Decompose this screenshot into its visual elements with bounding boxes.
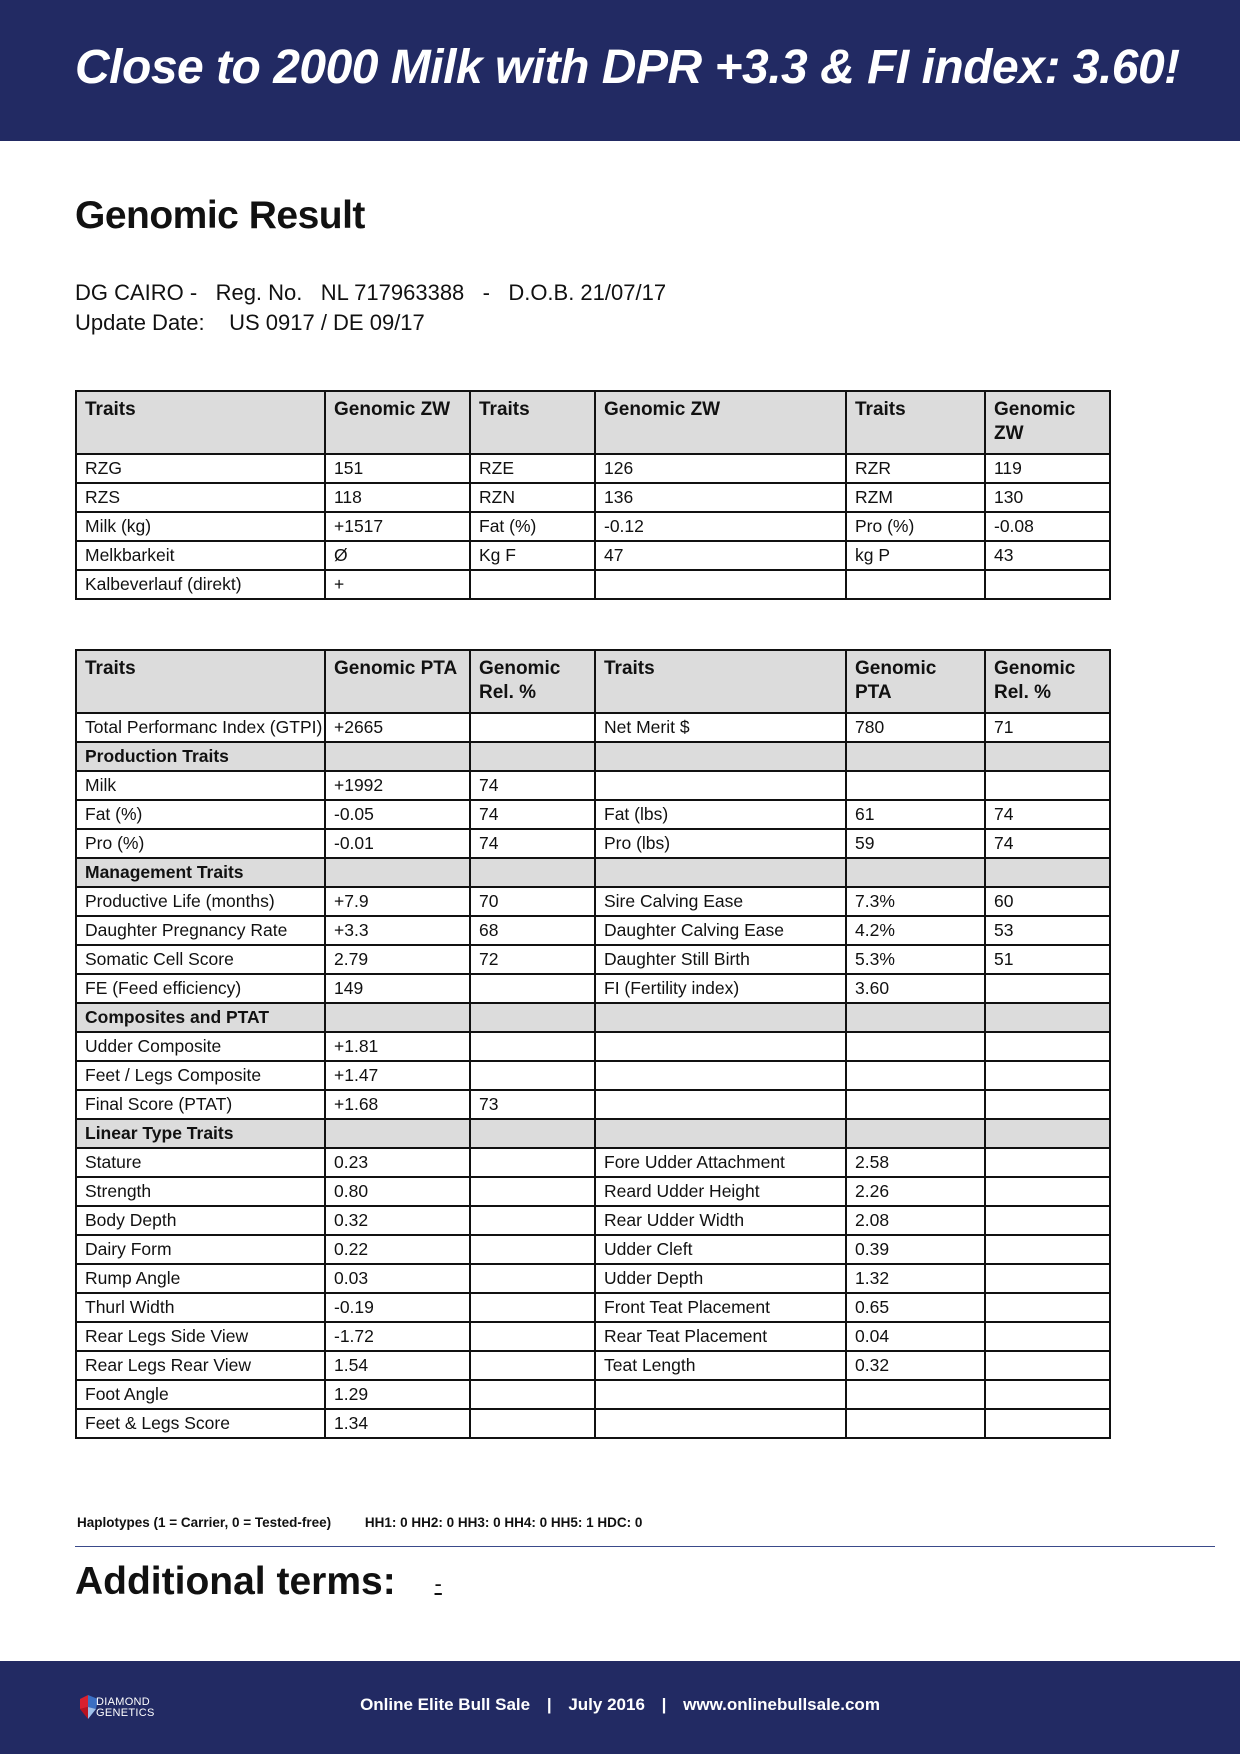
bull-id-line [75,280,666,306]
table-cell [470,1351,595,1380]
category-row [76,1003,1110,1032]
table-cell [470,1322,595,1351]
table-cell: 7.3% [846,887,985,916]
column-header: Traits [76,650,325,713]
table-cell: +3.3 [325,916,470,945]
table-cell [846,570,985,599]
table-cell: 1.34 [325,1409,470,1438]
table-cell: Fat (%) [76,800,325,829]
table-cell: 74 [985,829,1110,858]
table-cell [470,570,595,599]
table-cell [470,713,595,742]
table-cell: 130 [985,483,1110,512]
table-cell [595,1409,846,1438]
column-header: Traits [595,650,846,713]
category-row [76,742,1110,771]
table-cell [985,1264,1110,1293]
haplotypes-line [77,1515,642,1530]
table-row [76,916,1110,945]
logo-word-2: GENETICS [96,1707,155,1719]
table-row [76,1409,1110,1438]
table-cell [985,1235,1110,1264]
table-cell [846,1061,985,1090]
table-cell: Pro (%) [76,829,325,858]
table-cell: +1.47 [325,1061,470,1090]
table-cell: FE (Feed efficiency) [76,974,325,1003]
table-cell: 61 [846,800,985,829]
table-cell [595,858,846,887]
headline: Close to 2000 Milk with DPR +3.3 & FI index: 3.60! [75,41,1180,94]
table-cell [985,974,1110,1003]
table-cell [846,1409,985,1438]
update-label: Update Date: [75,310,205,335]
table-cell: Fore Udder Attachment [595,1148,846,1177]
table-cell [985,771,1110,800]
table-cell [470,1119,595,1148]
footer-website[interactable]: www.onlinebullsale.com [683,1695,880,1714]
table-cell: Stature [76,1148,325,1177]
table-cell: Melkbarkeit [76,541,325,570]
table-cell: Productive Life (months) [76,887,325,916]
table-cell: 74 [470,771,595,800]
table-row [76,1148,1110,1177]
table-cell [985,1293,1110,1322]
table-cell: Reard Udder Height [595,1177,846,1206]
table-cell: 71 [985,713,1110,742]
table-cell: RZG [76,454,325,483]
table-cell [595,1090,846,1119]
table-cell: 0.03 [325,1264,470,1293]
table-cell: 74 [985,800,1110,829]
haplotypes-codes: HH1: 0 HH2: 0 HH3: 0 HH4: 0 HH5: 1 HDC: 0 [364,1515,643,1530]
table-cell: Udder Cleft [595,1235,846,1264]
table-cell: 74 [470,800,595,829]
column-header: Genomic PTA [846,650,985,713]
column-header: Genomic Rel. % [985,650,1110,713]
table-cell: +1992 [325,771,470,800]
table-row [76,570,1110,599]
table-cell: 151 [325,454,470,483]
table-cell: 47 [595,541,846,570]
table-cell: FI (Fertility index) [595,974,846,1003]
table-cell: 0.04 [846,1322,985,1351]
table-cell [846,1380,985,1409]
table-cell: 3.60 [846,974,985,1003]
haplotypes-label: Haplotypes (1 = Carrier, 0 = Tested-free) [77,1515,332,1530]
table-row [76,800,1110,829]
table-cell: Body Depth [76,1206,325,1235]
table-header-row [76,391,1110,454]
table-cell: 72 [470,945,595,974]
table-cell: Net Merit $ [595,713,846,742]
additional-terms-label: Additional terms: [75,1560,396,1603]
table-cell [595,1119,846,1148]
table-cell: 70 [470,887,595,916]
table-row [76,1177,1110,1206]
table-cell: 5.3% [846,945,985,974]
table-cell: 68 [470,916,595,945]
bull-name: DG CAIRO - [75,280,198,305]
table-cell: Thurl Width [76,1293,325,1322]
table-cell: 2.26 [846,1177,985,1206]
table-cell [470,1003,595,1032]
section-title: Genomic Result [75,194,365,237]
category-label: Linear Type Traits [76,1119,325,1148]
table-cell [985,1177,1110,1206]
table-cell: Kalbeverlauf (direkt) [76,570,325,599]
table-cell: 0.65 [846,1293,985,1322]
table-cell: Rear Legs Rear View [76,1351,325,1380]
additional-terms [75,1560,442,1604]
column-header: Genomic ZW [325,391,470,454]
table-cell [325,1119,470,1148]
table-row [76,1380,1110,1409]
table-cell: RZS [76,483,325,512]
table-cell: 136 [595,483,846,512]
table-cell [470,1032,595,1061]
table-cell: -0.05 [325,800,470,829]
table-cell: Somatic Cell Score [76,945,325,974]
table-cell [595,742,846,771]
table-cell: Sire Calving Ease [595,887,846,916]
table-cell [595,570,846,599]
table-cell [470,1148,595,1177]
divider [75,1546,1215,1547]
table-cell: +1517 [325,512,470,541]
table-cell: +2665 [325,713,470,742]
table-cell [595,1061,846,1090]
table-cell: Milk (kg) [76,512,325,541]
table-cell: 60 [985,887,1110,916]
table-cell: 4.2% [846,916,985,945]
table-cell [985,1206,1110,1235]
table-cell: 0.23 [325,1148,470,1177]
table-row [76,1293,1110,1322]
table-row [76,1032,1110,1061]
table-cell: 149 [325,974,470,1003]
table-cell: RZR [846,454,985,483]
date-of-birth: D.O.B. 21/07/17 [508,280,667,305]
table-cell: Final Score (PTAT) [76,1090,325,1119]
table-cell [470,1293,595,1322]
footer-event: Online Elite Bull Sale [360,1695,531,1714]
table-row [76,1264,1110,1293]
table-cell: 2.08 [846,1206,985,1235]
table-cell: 73 [470,1090,595,1119]
table-row [76,771,1110,800]
table-cell [985,858,1110,887]
table-cell: kg P [846,541,985,570]
table-cell: + [325,570,470,599]
table-cell [846,858,985,887]
table-cell: Daughter Calving Ease [595,916,846,945]
table-cell: -0.12 [595,512,846,541]
logo-word-1: DIAMOND [96,1696,151,1708]
table-cell: 0.22 [325,1235,470,1264]
table-cell: 119 [985,454,1110,483]
table-cell: Fat (%) [470,512,595,541]
table-cell [470,1409,595,1438]
table-cell [846,1119,985,1148]
table-header-row [76,650,1110,713]
table-cell: Dairy Form [76,1235,325,1264]
category-row [76,1119,1110,1148]
table-cell: Rear Legs Side View [76,1322,325,1351]
table-row [76,829,1110,858]
table-cell [470,1177,595,1206]
table-cell [846,1090,985,1119]
table-row [76,1090,1110,1119]
column-header: Traits [470,391,595,454]
table-cell [985,1119,1110,1148]
table-cell [470,742,595,771]
table-cell [985,570,1110,599]
header-banner [0,0,1240,141]
table-cell: Daughter Still Birth [595,945,846,974]
table-cell: -0.01 [325,829,470,858]
table-cell: 43 [985,541,1110,570]
table-cell: 1.32 [846,1264,985,1293]
table-cell [325,742,470,771]
table-cell: Teat Length [595,1351,846,1380]
table-cell [470,1061,595,1090]
table-cell [325,858,470,887]
table-cell: Rear Udder Width [595,1206,846,1235]
meta-dash: - [482,280,490,305]
table-cell: Pro (lbs) [595,829,846,858]
table-row [76,1206,1110,1235]
table-row [76,1235,1110,1264]
table-cell: -0.19 [325,1293,470,1322]
table-cell: +1.68 [325,1090,470,1119]
additional-terms-value: - [434,1570,442,1596]
table-cell [846,1003,985,1032]
table-cell: 126 [595,454,846,483]
table-cell: Daughter Pregnancy Rate [76,916,325,945]
table-cell: 53 [985,916,1110,945]
table-cell [470,858,595,887]
table-cell [985,1148,1110,1177]
column-header: Genomic ZW [985,391,1110,454]
table-cell [985,1003,1110,1032]
update-value: US 0917 / DE 09/17 [229,310,425,335]
table-cell [985,1061,1110,1090]
table-cell: +7.9 [325,887,470,916]
table-cell [985,1090,1110,1119]
table-cell: Pro (%) [846,512,985,541]
table-cell: 2.79 [325,945,470,974]
footer-separator: | [661,1695,667,1714]
table-cell: Total Performanc Index (GTPI) [76,713,325,742]
table-row [76,974,1110,1003]
table-cell: 0.39 [846,1235,985,1264]
table-cell: Fat (lbs) [595,800,846,829]
table-cell: RZN [470,483,595,512]
footer-text [0,1695,1240,1715]
table-cell: 0.32 [846,1351,985,1380]
table-cell: 51 [985,945,1110,974]
footer-separator: | [546,1695,552,1714]
footer-banner [0,1661,1240,1754]
table-cell: Rear Teat Placement [595,1322,846,1351]
table-row [76,1351,1110,1380]
table-cell: -0.08 [985,512,1110,541]
table-cell [470,974,595,1003]
table-cell [985,1322,1110,1351]
column-header: Traits [846,391,985,454]
reg-value: NL 717963388 [320,280,465,305]
table-row [76,454,1110,483]
genomic-pta-table [75,649,1111,1439]
table-row [76,512,1110,541]
table-cell [470,1264,595,1293]
table-cell [470,1380,595,1409]
table-row [76,541,1110,570]
table-cell [470,1235,595,1264]
table-cell: 780 [846,713,985,742]
update-line [75,310,425,336]
table-cell [846,1032,985,1061]
table-row [76,945,1110,974]
table-cell [985,742,1110,771]
table-cell [985,1351,1110,1380]
table-cell: 74 [470,829,595,858]
table-row [76,483,1110,512]
table-cell: Feet / Legs Composite [76,1061,325,1090]
table-cell: +1.81 [325,1032,470,1061]
table-cell [595,1003,846,1032]
table-cell: 2.58 [846,1148,985,1177]
reg-label: Reg. No. [215,280,303,305]
table-row [76,1061,1110,1090]
category-label: Management Traits [76,858,325,887]
table-cell [846,771,985,800]
table-cell: RZM [846,483,985,512]
table-cell: 59 [846,829,985,858]
table-cell [595,771,846,800]
column-header: Genomic ZW [595,391,846,454]
table-row [76,887,1110,916]
table-cell [985,1032,1110,1061]
table-cell: Front Teat Placement [595,1293,846,1322]
table-cell: -1.72 [325,1322,470,1351]
column-header: Genomic PTA [325,650,470,713]
table-cell: Udder Depth [595,1264,846,1293]
table-cell: 1.29 [325,1380,470,1409]
table-cell [846,742,985,771]
table-cell: 118 [325,483,470,512]
category-label: Composites and PTAT [76,1003,325,1032]
table-cell: Feet & Legs Score [76,1409,325,1438]
table-cell: Udder Composite [76,1032,325,1061]
table-row [76,713,1110,742]
table-cell [985,1409,1110,1438]
table-cell [325,1003,470,1032]
category-row [76,858,1110,887]
table-cell: 0.32 [325,1206,470,1235]
genomic-zw-table [75,390,1111,600]
footer-date: July 2016 [568,1695,645,1714]
table-cell: Ø [325,541,470,570]
table-cell: Strength [76,1177,325,1206]
table-cell: Rump Angle [76,1264,325,1293]
table-cell: 1.54 [325,1351,470,1380]
table-cell [985,1380,1110,1409]
table-cell [595,1032,846,1061]
table-cell: RZE [470,454,595,483]
table-row [76,1322,1110,1351]
category-label: Production Traits [76,742,325,771]
table-cell: 0.80 [325,1177,470,1206]
table-cell: Kg F [470,541,595,570]
table-cell: Foot Angle [76,1380,325,1409]
column-header: Traits [76,391,325,454]
column-header: Genomic Rel. % [470,650,595,713]
table-cell [470,1206,595,1235]
table-cell: Milk [76,771,325,800]
table-cell [595,1380,846,1409]
